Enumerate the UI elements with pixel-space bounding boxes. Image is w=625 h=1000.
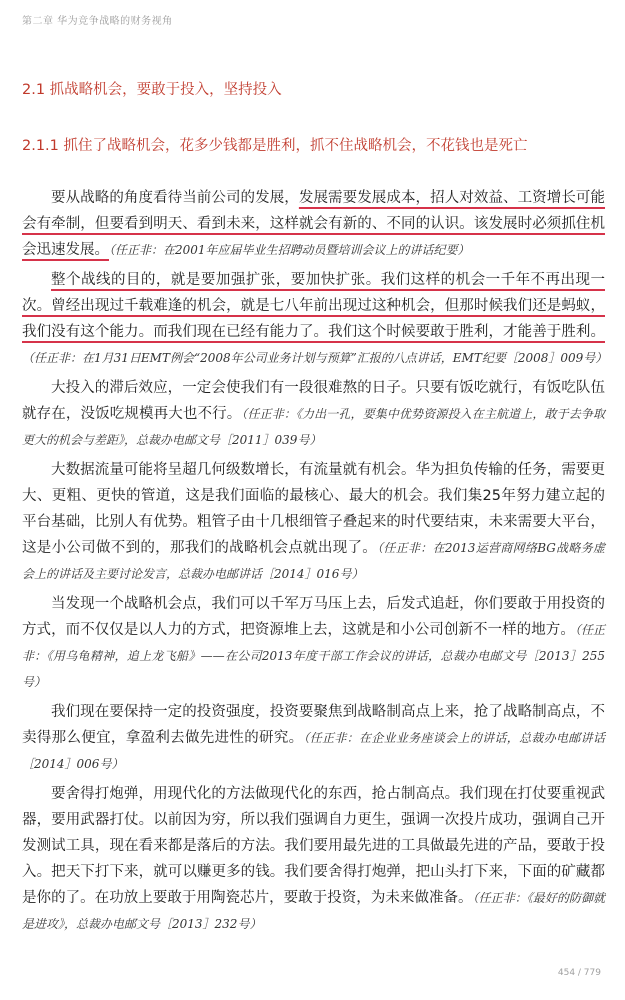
subsection-title: 2.1.1 抓住了战略机会，花多少钱都是胜利，抓不住战略机会，不花钱也是死亡 — [22, 138, 528, 154]
body-text — [22, 185, 608, 941]
paragraph — [22, 185, 605, 263]
citation: （任正非：在1月31日EMT例会“2008年公司业务计划与预算”汇报的八点讲话，EMT纪要［2008］009号） — [22, 351, 608, 365]
page-number: 454 / 779 — [557, 968, 601, 978]
citation: （任正非：《最好的防御就是进攻》，总裁办电邮文号［2013］232号） — [22, 891, 605, 931]
citation: （任正非：在2013运营商网络BG战略务虚会上的讲话及主要讨论发言，总裁办电邮讲话［2014］016号） — [22, 541, 606, 581]
paragraph-text: 大投入的滞后效应，一定会使我们有一段很难熬的日子。只要有饭吃就行，有饭吃队伍就存在，没饭吃规模再大也不行。 — [22, 380, 605, 422]
section-title: 2.1 抓战略机会，要敢于投入，坚持投入 — [22, 82, 282, 98]
paragraph — [22, 267, 608, 371]
paragraph-text: 我们现在要保持一定的投资强度，投资要聚焦到战略制高点上来，抢了战略制高点，不卖得那么便宜，拿盈利去做先进性的研究。 — [22, 704, 605, 746]
citation: （任正非：在2001年应届毕业生招聘动员暨培训会议上的讲话纪要） — [109, 243, 470, 257]
citation: （任正非：《力出一孔，要集中优势资源投入在主航道上，敢于去争取更大的机会与差距》，总裁办电邮文号［2011］039号） — [22, 407, 605, 447]
citation: （任正非：在企业业务座谈会上的讲话，总裁办电邮讲话［2014］006号） — [22, 731, 605, 771]
paragraph-text: 要从战略的角度看待当前公司的发展， — [51, 190, 299, 206]
underlined-text: 整个战线的目的，就是要加强扩张，要加快扩张。我们这样的机会一千年不再出现一次。曾经出现过千载难逢的机会，就是七八年前出现过这种机会，但那时候我们还是蚂蚁，我们没有这个能力。而我们现在已经有能力了。我们这个时候要敢于胜利，才能善于胜利。 — [22, 272, 605, 340]
paragraph-text: 要舍得打炮弹，用现代化的方法做现代化的东西，抢占制高点。我们现在打仗要重视武器，要用武器打仗。以前因为穷，所以我们强调自力更生，强调一次投片成功，强调自己开发测试工具，现在看来都是落后的方法。我们要用最先进的工具做最先进的产品，要敢于投入。把天下打下来，就可以赚更多的钱。我们要舍得打炮弹，把山头打下来，下面的矿藏都是你的了。在功放上要敢于用陶瓷芯片，要敢于投资，为未来做准备。 — [22, 786, 605, 906]
paragraph — [22, 699, 605, 777]
paragraph-text: 大数据流量可能将呈超几何级数增长，有流量就有机会。华为担负传输的任务，需要更大、更粗、更快的管道，这是我们面临的最核心、最大的机会。我们集25年努力建立起的平台基础，比别人有优势。粗管子由十几根细管子叠起来的时代要结束，未来需要大平台，这是小公司做不到的，那我们的战略机会点就出现了。 — [22, 462, 605, 556]
paragraph — [22, 591, 605, 695]
paragraph-text: 当发现一个战略机会点，我们可以千军万马压上去，后发式追赶，你们要敢于用投资的方式，而不仅仅是以人力的方式，把资源堆上去，这就是和小公司创新不一样的地方。 — [22, 596, 605, 638]
paragraph — [22, 457, 605, 587]
running-header: 第二章 华为竞争战略的财务视角 — [22, 16, 173, 27]
citation: （任正非：《用乌龟精神，追上龙飞船》——在公司2013年度干部工作会议的讲话，总裁办电邮文号［2013］255号） — [22, 623, 605, 689]
paragraph — [22, 781, 605, 937]
paragraph — [22, 375, 605, 453]
underlined-text: 发展需要发展成本，招人对效益、工资增长可能会有牵制，但要看到明天、看到未来，这样就会有新的、不同的认识。该发展时必须抓住机会迅速发展。 — [22, 190, 606, 258]
